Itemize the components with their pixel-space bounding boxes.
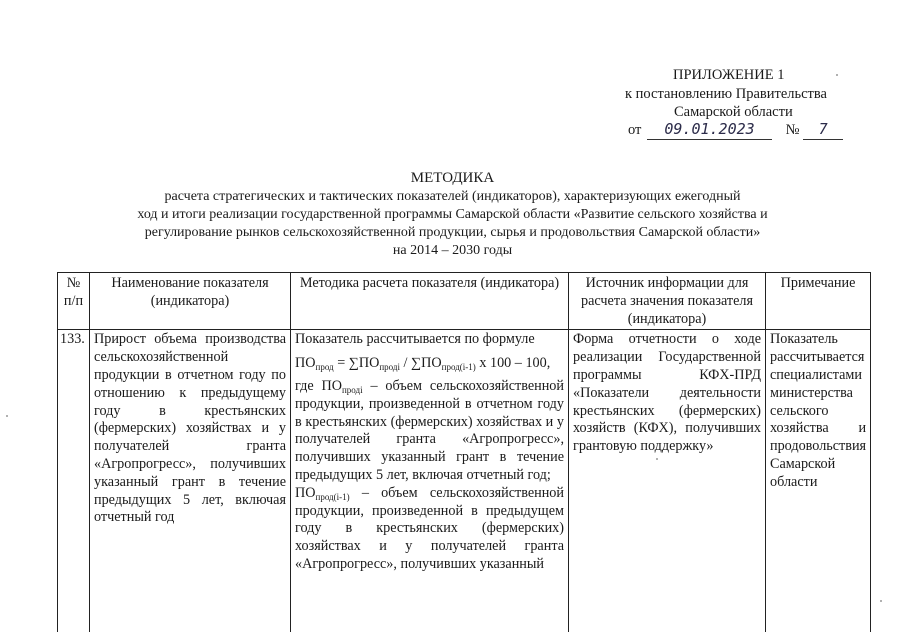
row-number: 133. <box>58 330 90 633</box>
table-header-row <box>58 273 871 330</box>
table-row <box>58 330 871 633</box>
number-prefix: № <box>785 122 800 138</box>
col-header-note: Примечание <box>766 273 871 330</box>
indicator-table <box>57 272 871 632</box>
scan-speck <box>880 600 882 602</box>
definition-previous: $ПО_{прод(i-1)}$ – объем сельскохозяйственной продукции, произведенной в предыдущем году в крестьянских (фермерских) хозяйствах и у получателей гранта «Агропрогресс», получивших указанный <box>295 484 564 572</box>
subtitle-line-4: на 2014 – 2030 годы <box>392 243 513 258</box>
signed-date: 09.01.2023 <box>647 121 772 140</box>
subtitle-line-3: регулирование рынков сельскохозяйственной продукции, сырья и продовольствия Самарской области» <box>144 225 761 240</box>
col-header-source: Источник информации для расчета значения показателя (индикатора) <box>569 273 766 330</box>
date-prefix: от <box>628 122 642 138</box>
subtitle-line-1: расчета стратегических и тактических показателей (индикаторов), характеризующих ежегодный <box>164 189 741 204</box>
signed-number: 7 <box>803 121 843 140</box>
note-text: Показатель рассчитывается специалистами министерства сельского хозяйства и продовольствия Самарской области <box>766 330 871 633</box>
formula: $ПО_{прод} = \sum ПО_{продi} / \sum ПО_{прод(i-1)}$ х 100 – 100, <box>295 355 551 373</box>
method-intro: Показатель рассчитывается по формуле <box>295 331 535 348</box>
scan-speck <box>836 74 838 76</box>
scan-speck <box>656 458 658 460</box>
information-source: Форма отчетности о ходе реализации Государственной программы КФХ-ПРД «Показатели деятельности крестьянских (фермерских) хозяйств (КФХ), получивших грантовую поддержку» <box>569 330 766 633</box>
appendix-label: ПРИЛОЖЕНИЕ 1 <box>673 67 785 83</box>
col-header-name: Наименование показателя (индикатора) <box>90 273 291 330</box>
indicator-name: Прирост объема производства сельскохозяйственной продукции в отчетном году по отношению к предыдущему году в крестьянских (фермерских) хозяйствах и у получателей гранта «Агропрогресс», получивших указанный грант в течение предыдущих 5 лет, включая отчетный год <box>90 330 291 633</box>
calculation-method <box>291 330 569 633</box>
col-header-method: Методика расчета показателя (индикатора) <box>291 273 569 330</box>
scan-speck <box>6 415 8 417</box>
definition-current: где $ПО_{продi}$ – объем сельскохозяйственной продукции, произведенной в отчетном году в крестьянских (фермерских) хозяйствах и у получателей гранта «Агропрогресс», получивших указанный грант в течение предыдущих 5 лет, включая отчетный год; <box>295 377 564 483</box>
col-header-number: № п/п <box>58 273 90 330</box>
region-line: Самарской области <box>674 104 793 120</box>
subtitle-line-2: ход и итоги реализации государственной программы Самарской области «Развитие сельского хозяйства и <box>137 207 768 222</box>
document-title: МЕТОДИКА <box>410 170 495 186</box>
resolution-line: к постановлению Правительства <box>625 86 827 102</box>
date-line <box>628 121 843 140</box>
